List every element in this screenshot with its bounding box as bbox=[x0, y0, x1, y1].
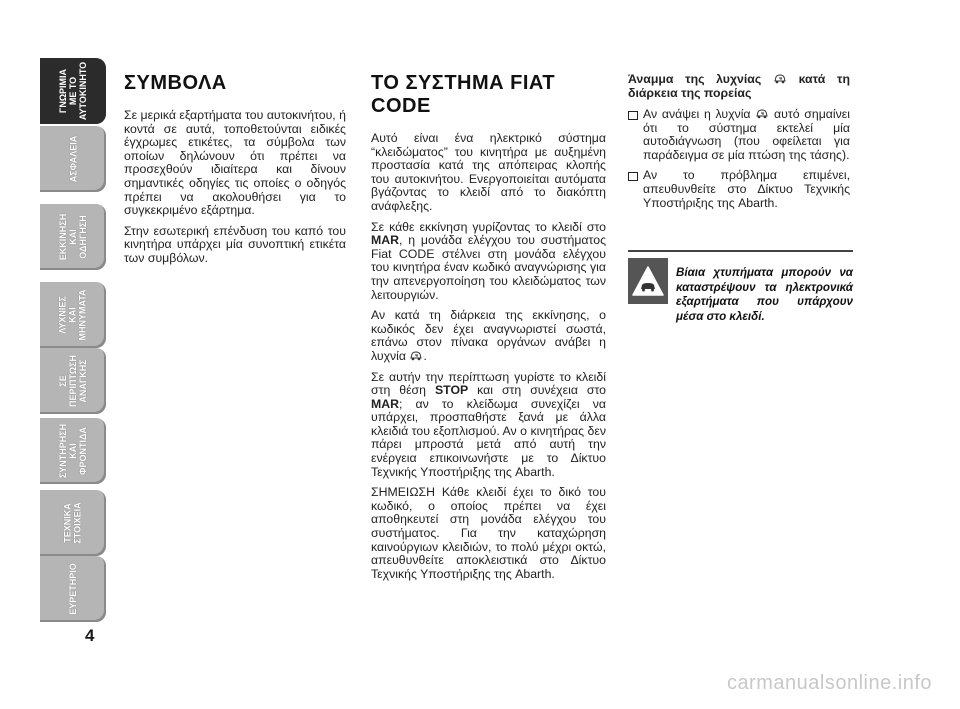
car-key-warning-icon bbox=[409, 350, 423, 361]
fiat-code-note: ΣΗΜΕΙΩΣΗ Κάθε κλειδί έχει το δικό του κωδικό, ο οποίος πρέπει να έχει αποθηκευτεί στη μονάδα ελέγχου του συστήματος. Για την καταχώρηση καινούργιων κλειδιών, το πολύ μέχρι οκτώ, απευθυνθείτε αποκλειστικά στο Δίκτυο Τεχνικής Υποστήριξης της Abarth. bbox=[371, 485, 606, 581]
tab-label: ΛΥΧΝΙΕΣ ΚΑΙ ΜΗΝΥΜΑΤΑ bbox=[57, 289, 88, 341]
text: ; αν το κλείδωμα συνεχίζει να υπάρχει, προσπαθήστε ξανά με άλλα κλειδιά του εξοπλισμού. Αν ο κινητήρας δεν πάρει μπροστά μετά από αυτή την ενέργεια επικοινωνήστε με το Δίκτυο Τεχνικής Υποστήριξης της Abarth. bbox=[371, 396, 606, 479]
warning-box bbox=[628, 258, 853, 324]
fiat-code-paragraph-1: Αυτό είναι ένα ηλεκτρικό σύστημα “κλειδώματος” του κινητήρα με αυξημένη προστασία κατά της απόπειρας κλοπής του αυτοκινήτου. Ενεργοποιείται αυτόματα βγάζοντας το κλειδί από το διακόπτη ανάφλεξης. bbox=[371, 131, 606, 213]
bullet-item bbox=[628, 169, 850, 210]
text: Σε αυτήν την περίπτωση γυρίστε το κλειδί στη θέση bbox=[371, 369, 606, 398]
bullet-box-icon bbox=[628, 111, 638, 120]
tab-technical-data[interactable] bbox=[40, 490, 106, 556]
warning-light-heading bbox=[628, 72, 850, 100]
page-number: 4 bbox=[85, 626, 95, 645]
text: Αν ανάψει η λυχνία bbox=[643, 107, 751, 121]
tab-emergency[interactable] bbox=[40, 348, 106, 414]
tab-label: ΤΕΧΝΙΚΑ ΣΤΟΙΧΕΙΑ bbox=[63, 502, 83, 544]
fiat-code-paragraph-3 bbox=[371, 309, 606, 363]
text: , η μονάδα ελέγχου του συστήματος Fiat CODE στέλνει στη μονάδα ελέγχου του κινητήρα έναν κωδικό αναγνώρισης για την απενεργοποίηση του κλειδώματος των λειτουργιών. bbox=[371, 233, 606, 302]
fiat-code-title: ΤΟ ΣΥΣΤΗΜΑ FIAT CODE bbox=[371, 72, 556, 117]
tab-index[interactable] bbox=[40, 556, 106, 622]
tab-label: ΕΚΚΙΝΗΣΗ ΚΑΙ ΟΔΗΓΗΣΗ bbox=[58, 213, 88, 261]
warning-light-section bbox=[628, 72, 850, 217]
text: κατά τη διάρκεια της πορείας bbox=[628, 72, 850, 100]
tab-label: ΣΥΝΤΗΡΗΣΗ ΚΑΙ ΦΡΟΝΤΙΔΑ bbox=[58, 423, 88, 479]
text: και στη συνέχεια στο bbox=[468, 383, 606, 398]
text: Σε κάθε εκκίνηση γυρίζοντας το κλειδί στο bbox=[371, 219, 606, 234]
tab-label: ΣΕ ΠΕΡΙΠΤΩΣΗ ΑΝΑΓΚΗΣ bbox=[58, 355, 88, 407]
key-position-mar: MAR bbox=[371, 396, 400, 411]
key-position-mar: MAR bbox=[371, 233, 400, 248]
bullet-item bbox=[628, 108, 850, 162]
fiat-code-paragraph-4 bbox=[371, 371, 606, 480]
text: Άναμμα της λυχνίας bbox=[628, 72, 762, 86]
symbols-title: ΣΥΜΒΟΛΑ bbox=[124, 72, 227, 94]
fiat-code-paragraph-2 bbox=[371, 221, 606, 303]
watermark: carmanualsonline.info bbox=[726, 672, 932, 694]
fiat-code-section bbox=[371, 72, 606, 588]
key-position-stop: STOP bbox=[434, 383, 469, 398]
tab-label: ΑΣΦΑΛΕΙΑ bbox=[68, 135, 78, 183]
bullet-text bbox=[643, 108, 850, 162]
tab-maintenance[interactable] bbox=[40, 418, 106, 484]
symbols-paragraph-1: Σε μερικά εξαρτήματα του αυτοκινήτου, ή κοντά σε αυτά, τοποθετούνται ειδικές έγχρωμες ετικέτες, τα σύμβολα των οποίων δηλώνουν ότι πρέπει να προσεχθούν ιδιαίτερα και δίνουν σημαντικές οδηγίες τις οποίες ο οδηγός πρέπει να ακολουθήσει για το συγκεκριμένο εξάρτημα. bbox=[124, 108, 346, 218]
text: . bbox=[423, 348, 427, 363]
tab-safety[interactable] bbox=[40, 126, 106, 192]
text: Αν κατά τη διάρκεια της εκκίνησης, ο κωδικός δεν έχει αναγνωριστεί σωστά, επάνω στον πίνακα οργάνων ανάβει η λυχνία bbox=[371, 308, 606, 363]
tab-label: ΕΥΡΕΤΗΡΙΟ bbox=[67, 563, 78, 615]
bullet-text: Αν το πρόβλημα επιμένει, απευθυνθείτε στο Δίκτυο Τεχνικής Υποστήριξης της Abarth. bbox=[643, 168, 850, 210]
warning-divider bbox=[628, 250, 853, 252]
bullet-box-icon bbox=[628, 172, 638, 181]
warning-text: Βίαια χτυπήματα μπορούν να καταστρέψουν τα ηλεκτρονικά εξαρτήματα που υπάρχουν μέσα στο κλειδί. bbox=[676, 266, 853, 323]
symbols-section bbox=[124, 72, 346, 273]
symbols-paragraph-2: Στην εσωτερική επένδυση του καπό του κινητήρα υπάρχει μία συνοπτική ετικέτα των συμβόλων. bbox=[124, 223, 346, 265]
car-key-warning-icon bbox=[755, 108, 769, 119]
tab-starting-driving[interactable] bbox=[40, 204, 106, 270]
tab-lights-messages[interactable] bbox=[40, 282, 106, 348]
car-key-warning-icon bbox=[773, 73, 787, 84]
tab-label: ΓΝΩΡΙΜΙΑ ΜΕ ΤΟ ΑΥΤΟΚΙΝΗΤΟ bbox=[57, 61, 88, 121]
tab-getting-to-know[interactable] bbox=[40, 58, 106, 124]
warning-triangle-icon bbox=[628, 258, 668, 304]
text: αυτό σημαίνει ότι το σύστημα εκτελεί μία αυτοδιάγνωση (που οφείλεται για παράδειγμα σε μία πτώση της τάσης). bbox=[643, 107, 850, 162]
